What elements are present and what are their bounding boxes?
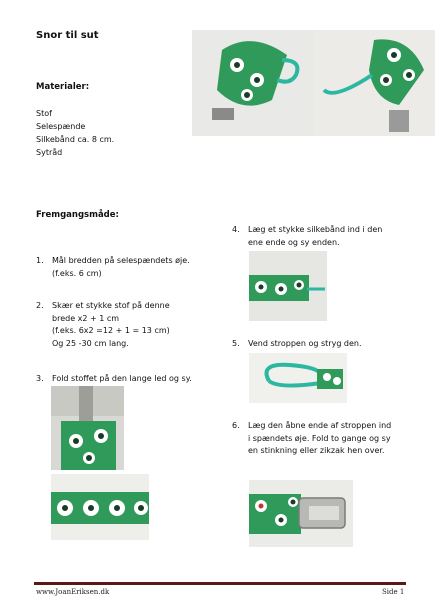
step-number: 3. [36,374,44,383]
material-item: Stof [36,109,52,118]
material-item: Silkebånd ca. 8 cm. [36,135,115,144]
step-number: 2. [36,301,44,310]
step-line: brede x2 + 1 cm [52,313,120,323]
step-number: 6. [232,421,240,430]
step-number: 5. [232,339,240,348]
step-line: Fold stoffet på den lange led og sy. [52,374,192,383]
material-item: Selespænde [36,122,86,131]
materials-heading: Materialer: [36,82,90,92]
step-line: (f.eks. 6 cm) [52,268,102,278]
photo-sewn-strip [51,474,149,540]
footer-website: www.JoanEriksen.dk [36,588,110,596]
photo-turned-strap [249,353,347,403]
photo-strap-in-clip [249,480,353,547]
materials-list [36,107,114,159]
photo-finished-strap-left [192,30,314,136]
step-line: Mål bredden på selespændets øje. [52,256,190,265]
material-item: Sytråd [36,148,63,157]
step-line: (f.eks. 6x2 =12 + 1 = 13 cm) [52,326,170,335]
step-number: 4. [232,225,240,234]
photo-finished-strap-right [314,30,435,136]
procedure-heading: Fremgangsmåde: [36,210,119,220]
photo-ribbon-sewn-end [249,251,327,321]
step-line: Skær et stykke stof på denne [52,301,170,310]
footer-page-number: Side 1 [382,588,405,596]
step-line: Vend stroppen og stryg den. [248,339,362,348]
step-line: Læg et stykke silkebånd ind i den [248,225,383,234]
step-number: 1. [36,256,44,265]
step-line: en stinkning eller zikzak hen over. [248,446,385,455]
step-line: Og 25 -30 cm lang. [52,338,129,348]
photo-sewing-machine [51,386,124,470]
step-line: i spændets øje. Fold to gange og sy [248,433,391,443]
step-line: ene ende og sy enden. [248,237,340,247]
step-line: Læg den åbne ende af stroppen ind [248,421,392,430]
footer-rule [34,582,406,585]
page-title: Snor til sut [36,30,99,41]
